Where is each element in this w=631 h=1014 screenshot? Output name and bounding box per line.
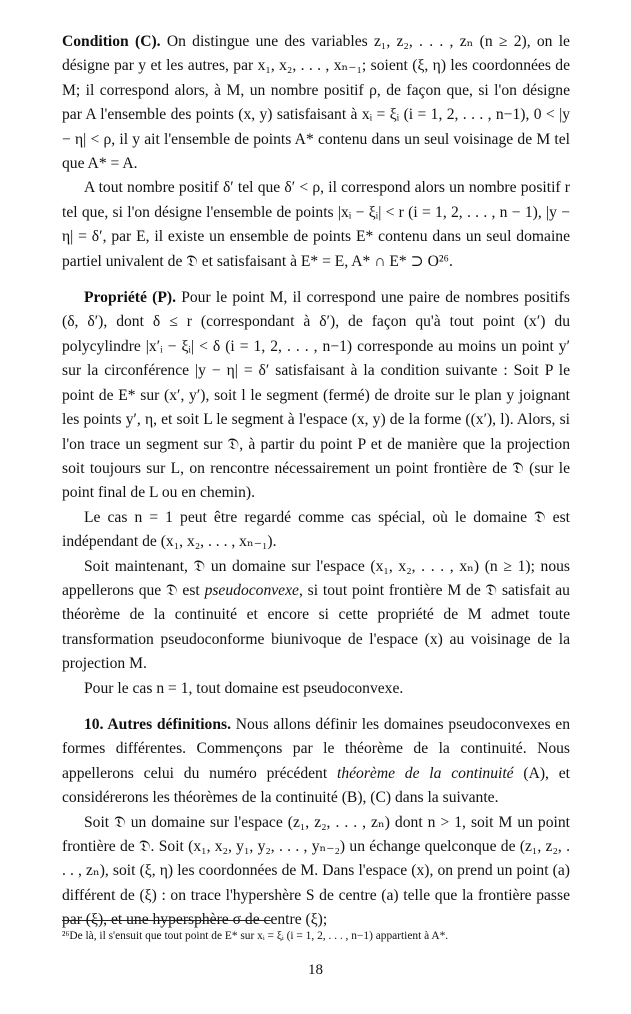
propriete-p-paragraph: [62, 286, 570, 506]
section-10-text-end: (A), et considérerons les théorèmes de la continuité (B), (C) dans la suivante.: [62, 764, 570, 807]
propriete-p-text: Pour le point M, il correspond une paire de nombres positifs (δ, δ′), dont δ ≤ r (correspondant à δ′), de façon qu'à tout point (x′) du polycylindre |x′ᵢ − ξᵢ| < δ (i = 1, 2, . . . , n−1) corresponde au moins un point y′ sur la circonférence |y − η| = δ′ satisfaisant à la condition suivante : Soit P le point de E* sur (x′, y′), soit l le segment (fermé) de droite sur le plan y joignant les points y′, η, et soit L le segment à l'espace (x, y) de la forme ((x′), l). Alors, si l'on trace un segment sur 𝔇, à partir du point P et de manière que la projection soit toujours sur L, on rencontre nécessairement un point frontière de 𝔇 (sur le point final de L ou en chemin).: [62, 289, 570, 502]
condition-c-text: On distingue une des variables z₁, z₂, . . . , zₙ (n ≥ 2), on le désigne par y et les autres, par x₁, x₂, . . . , xₙ₋₁; soient (ξ, η) les coordonnées de M; il correspond alors, à M, un nombre positif ρ, de façon que, si l'on désigne par A l'ensemble des points (x, y) satisfaisant à xᵢ = ξᵢ (i = 1, 2, . . . , n−1), 0 < |y − η| < ρ, il y ait l'ensemble de points A* contenu dans un seul voisinage de M tel que A* = A.: [62, 33, 570, 173]
condition-c-paragraph-2: A tout nombre positif δ′ tel que δ′ < ρ, il correspond alors un nombre positif r tel que, si l'on désigne l'ensemble de points |xᵢ − ξᵢ| < r (i = 1, 2, . . . , n − 1), |y − η| = δ′, par E, il existe un ensemble de points E* contenu dans un seul domaine partiel univalent de 𝔇 et satisfaisant à E* = E, A* ∩ E* ⊃ O²⁶.: [62, 179, 570, 270]
footnote-rule: [62, 920, 272, 921]
pseudoconvexe-term: pseudoconvexe: [204, 581, 299, 599]
propriete-p-paragraph-2: Le cas n = 1 peut être regardé comme cas spécial, où le domaine 𝔇 est indépendant de (x₁, x₂, . . . , xₙ₋₁).: [62, 508, 570, 551]
propriete-p-heading: Propriété (P).: [84, 289, 176, 307]
section-10-paragraph-2: Soit 𝔇 un domaine sur l'espace (z₁, z₂, . . . , zₙ) dont n > 1, soit M un point frontière de 𝔇. Soit (x₁, x₂, y₁, y₂, . . . , yₙ₋₂) un échange quelconque de (z₁, z₂, . . . , zₙ), soit (ξ, η) les coordonnées de M. Dans l'espace (x), on prend un point (a) différent de (ξ) : on trace l'hypershère S de centre (a) telle que la frontière passe par (ξ), et une hypersphère σ de centre (ξ);: [62, 813, 570, 929]
continuity-theorem-term: théorème de la continuité: [336, 764, 514, 782]
footnote-26: ²⁶De là, il s'ensuit que tout point de E* sur xᵢ = ξᵢ (i = 1, 2, . . . , n−1) appartient à A*.: [62, 930, 449, 942]
section-10-heading: 10. Autres définitions.: [84, 715, 231, 733]
pseudoconvexe-definition-start: Soit maintenant, 𝔇 un domaine sur l'espace (x₁, x₂, . . . , xₙ) (n ≥ 1); nous appellerons que 𝔇 est: [62, 557, 570, 599]
page-number: 18: [308, 962, 323, 978]
condition-c-heading: Condition (C).: [62, 33, 161, 50]
propriete-p-paragraph-3: [62, 555, 570, 677]
body-text: [62, 30, 570, 933]
section-10-text-start: Nous allons définir les domaines pseudoconvexes en formes différentes. Commençons par le théorème de la continuité. Nous appellerons celui du numéro précédent: [62, 715, 570, 782]
pseudoconvexe-definition-end: , si tout point frontière M de 𝔇 satisfait au théorème de la continuité et encore si cette propriété de M admet toute transformation pseudoconforme biunivoque de l'espace (x) au voisinage de la projection M.: [62, 581, 570, 673]
condition-c-paragraph: [62, 30, 570, 176]
section-10-paragraph: [62, 713, 570, 811]
propriete-p-paragraph-4: Pour le cas n = 1, tout domaine est pseudoconvexe.: [84, 679, 404, 697]
